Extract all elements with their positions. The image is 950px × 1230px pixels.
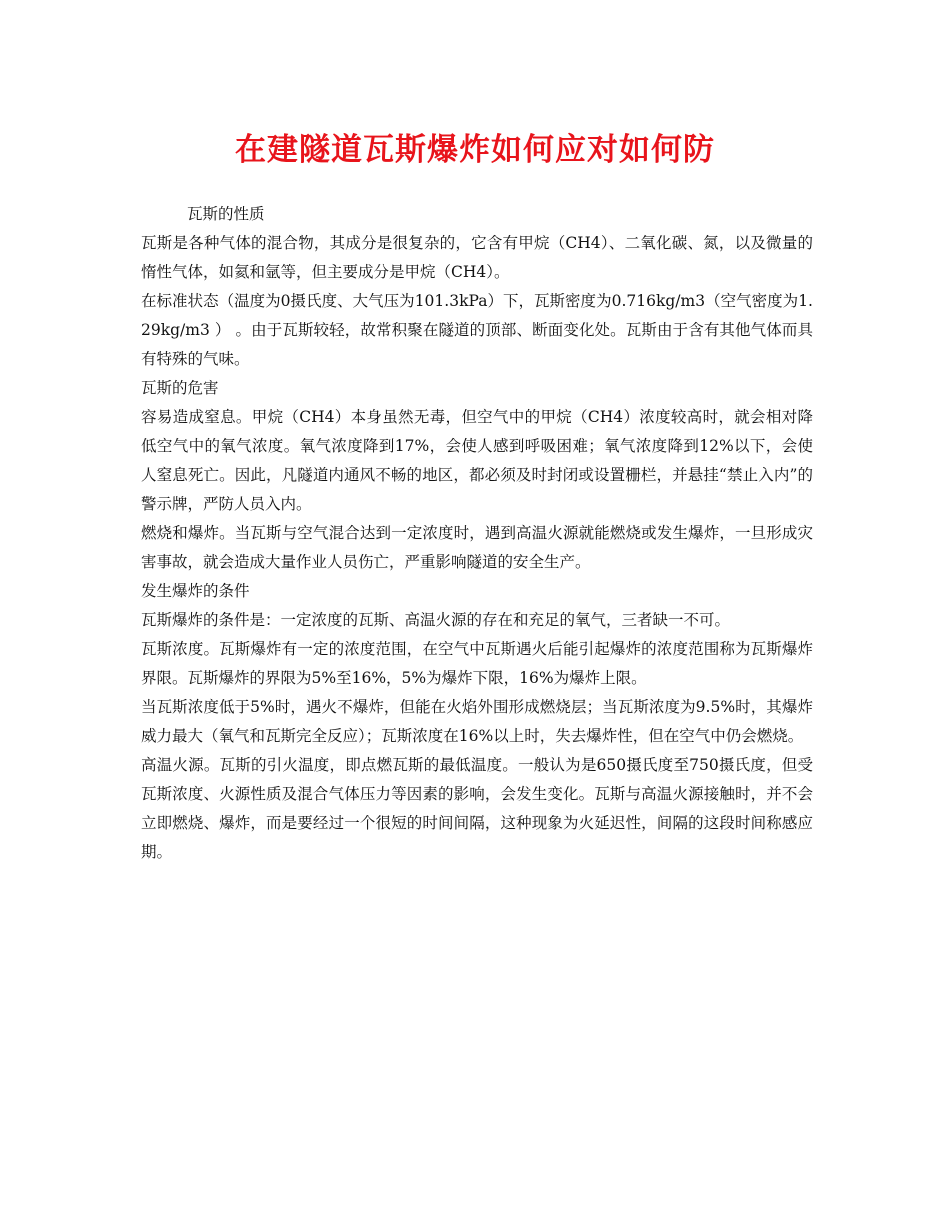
section-heading-properties: 瓦斯的性质 xyxy=(187,205,265,223)
paragraph-suffocation: 容易造成窒息。甲烷（CH4）本身虽然无毒，但空气中的甲烷（CH4）浓度较高时，就会相对降低空气中的氧气浓度。氧气浓度降到17%，会使人感到呼吸困难；氧气浓度降到12%以下，会使人窒息死亡。因此，凡隧道内通风不畅的地区，都必须及时封闭或设置栅栏，并悬挂“禁止入内”的警示牌，严防人员入内。 xyxy=(141,408,813,513)
section-heading-conditions: 发生爆炸的条件 xyxy=(141,582,250,600)
document-body xyxy=(141,200,813,867)
paragraph-ignition-source: 高温火源。瓦斯的引火温度，即点燃瓦斯的最低温度。一般认为是650摄氏度至750摄氏度，但受瓦斯浓度、火源性质及混合气体压力等因素的影响，会发生变化。瓦斯与高温火源接触时，并不会立即燃烧、爆炸，而是要经过一个很短的时间间隔，这种现象为火延迟性，间隔的这段时间称感应期。 xyxy=(141,756,813,861)
paragraph-combustion: 燃烧和爆炸。当瓦斯与空气混合达到一定浓度时，遇到高温火源就能燃烧或发生爆炸，一旦形成灾害事故，就会造成大量作业人员伤亡，严重影响隧道的安全生产。 xyxy=(141,524,813,571)
document-title: 在建隧道瓦斯爆炸如何应对如何防 xyxy=(235,132,715,168)
section-heading-hazards: 瓦斯的危害 xyxy=(141,379,219,397)
paragraph-conditions: 瓦斯爆炸的条件是：一定浓度的瓦斯、高温火源的存在和充足的氧气，三者缺一不可。 xyxy=(141,611,731,629)
paragraph-composition: 瓦斯是各种气体的混合物，其成分是很复杂的，它含有甲烷（CH4）、二氧化碳、氮，以及微量的惰性气体，如氦和氩等，但主要成分是甲烷（CH4）。 xyxy=(141,234,813,281)
paragraph-density: 在标准状态（温度为0摄氏度、大气压为101.3kPa）下，瓦斯密度为0.716kg/m3（空气密度为1.29kg/m3 ） 。由于瓦斯较轻，故常积聚在隧道的顶部、断面变化处。瓦斯由于含有其他气体而具有特殊的气味。 xyxy=(141,292,813,368)
paragraph-concentration: 瓦斯浓度。瓦斯爆炸有一定的浓度范围，在空气中瓦斯遇火后能引起爆炸的浓度范围称为瓦斯爆炸界限。瓦斯爆炸的界限为5%至16%，5%为爆炸下限，16%为爆炸上限。 xyxy=(141,640,813,687)
paragraph-concentration-detail: 当瓦斯浓度低于5%时，遇火不爆炸，但能在火焰外围形成燃烧层；当瓦斯浓度为9.5%时，其爆炸威力最大（氧气和瓦斯完全反应）；瓦斯浓度在16%以上时，失去爆炸性，但在空气中仍会燃烧。 xyxy=(141,698,813,745)
